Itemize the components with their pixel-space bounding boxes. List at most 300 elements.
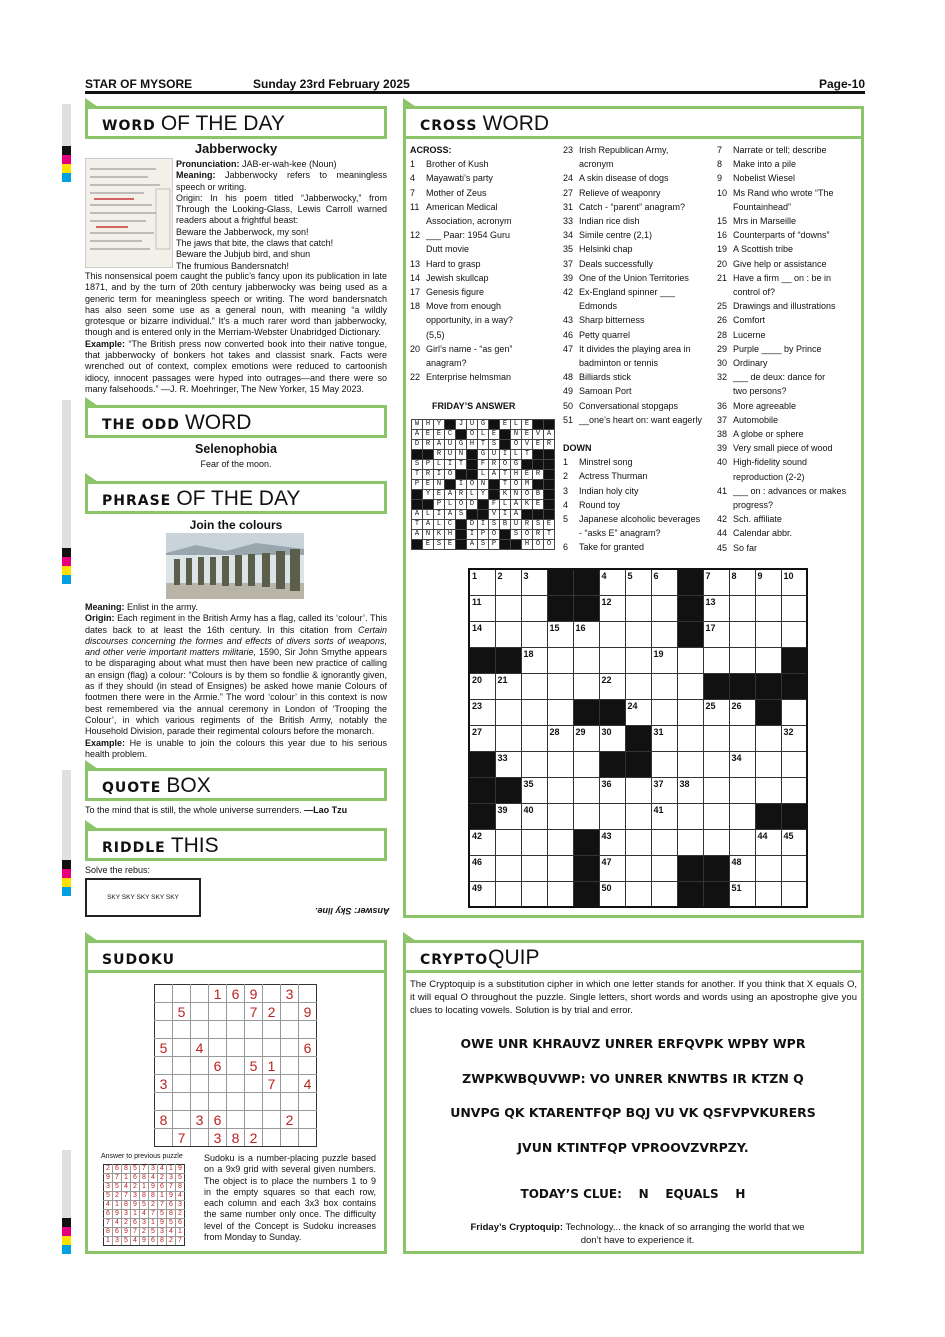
- crossword-cell[interactable]: 4: [599, 569, 625, 595]
- sudoku-cell[interactable]: [173, 1093, 191, 1111]
- answer-cell: [412, 500, 423, 510]
- crossword-cell[interactable]: [495, 777, 521, 803]
- crossword-cell[interactable]: [521, 725, 547, 751]
- sudoku-cell[interactable]: [245, 1093, 263, 1111]
- answer-cell: R: [423, 440, 434, 450]
- sudoku-cell[interactable]: [299, 1129, 317, 1147]
- crossword-cell[interactable]: [573, 751, 599, 777]
- crossword-cell[interactable]: [651, 751, 677, 777]
- crossword-cell[interactable]: 1: [469, 569, 495, 595]
- crossword-cell[interactable]: 6: [651, 569, 677, 595]
- sudoku-cell[interactable]: [281, 1039, 299, 1057]
- crossword-cell[interactable]: 18: [521, 647, 547, 673]
- sudoku-cell[interactable]: 2: [281, 1111, 299, 1129]
- answer-cell: I: [434, 470, 445, 480]
- sudoku-cell[interactable]: [299, 985, 317, 1003]
- crossword-cell[interactable]: [729, 725, 755, 751]
- crossword-cell[interactable]: [547, 881, 573, 907]
- sudoku-cell[interactable]: [299, 1093, 317, 1111]
- answer-cell: [456, 520, 467, 530]
- sudoku-cell[interactable]: [245, 1111, 263, 1129]
- clue: 15 Mrs in Marseille: [717, 216, 797, 227]
- crossword-cell[interactable]: [573, 855, 599, 881]
- crossword-cell[interactable]: 40: [521, 803, 547, 829]
- crossword-cell[interactable]: 30: [599, 725, 625, 751]
- crossword-cell[interactable]: [781, 673, 807, 699]
- crossword-cell[interactable]: [755, 621, 781, 647]
- answer-cell: 1: [113, 1201, 122, 1210]
- crossword-cell[interactable]: [703, 881, 729, 907]
- crossword-cell[interactable]: 33: [495, 751, 521, 777]
- color-registration-strip: [62, 548, 71, 584]
- crossword-cell[interactable]: [677, 855, 703, 881]
- crossword-cell[interactable]: [625, 751, 651, 777]
- crossword-cell[interactable]: 34: [729, 751, 755, 777]
- crossword-cell[interactable]: [625, 673, 651, 699]
- crossword-cell[interactable]: [521, 881, 547, 907]
- crossword-cell[interactable]: 46: [469, 855, 495, 881]
- crossword-cell[interactable]: [495, 881, 521, 907]
- answer-cell: 9: [149, 1183, 158, 1192]
- crossword-cell[interactable]: [573, 777, 599, 803]
- sudoku-cell[interactable]: [281, 1003, 299, 1021]
- crossword-cell[interactable]: [469, 751, 495, 777]
- crossword-cell[interactable]: [703, 725, 729, 751]
- crossword-cell[interactable]: [599, 699, 625, 725]
- crossword-cell[interactable]: [625, 881, 651, 907]
- sudoku-cell[interactable]: [227, 1057, 245, 1075]
- crossword-cell[interactable]: [521, 699, 547, 725]
- answer-cell: 9: [158, 1219, 167, 1228]
- crossword-cell[interactable]: [625, 621, 651, 647]
- crossword-cell[interactable]: [547, 595, 573, 621]
- sudoku-cell[interactable]: 2: [245, 1129, 263, 1147]
- clue: - “asks E” anagram?: [579, 528, 661, 539]
- crossword-cell[interactable]: [651, 595, 677, 621]
- sudoku-cell[interactable]: [281, 1129, 299, 1147]
- sudoku-cell[interactable]: [155, 1003, 173, 1021]
- answer-cell: [500, 540, 511, 550]
- sudoku-cell[interactable]: 4: [299, 1075, 317, 1093]
- sudoku-cell[interactable]: [191, 1021, 209, 1039]
- crossword-cell[interactable]: [469, 777, 495, 803]
- sudoku-cell[interactable]: [191, 985, 209, 1003]
- clue: badminton or tennis: [579, 358, 659, 369]
- crossword-cell[interactable]: 49: [469, 881, 495, 907]
- answer-cell: [544, 500, 555, 510]
- answer-cell: [412, 450, 423, 460]
- sudoku-cell[interactable]: [245, 1021, 263, 1039]
- answer-cell: C: [445, 520, 456, 530]
- sudoku-cell[interactable]: [155, 1021, 173, 1039]
- crossword-cell[interactable]: [677, 881, 703, 907]
- crossword-cell[interactable]: [729, 673, 755, 699]
- crossword-cell[interactable]: 43: [599, 829, 625, 855]
- crossword-cell[interactable]: 2: [495, 569, 521, 595]
- answer-cell: [500, 430, 511, 440]
- sudoku-cell[interactable]: 3: [209, 1129, 227, 1147]
- crossword-cell[interactable]: [573, 829, 599, 855]
- quote-text: To the mind that is still, the whole universe surrenders. —Lao Tzu: [85, 805, 348, 815]
- crossword-cell[interactable]: [703, 751, 729, 777]
- crossword-cell[interactable]: [573, 803, 599, 829]
- crossword-cell[interactable]: [495, 699, 521, 725]
- answer-cell: 5: [122, 1237, 131, 1246]
- crossword-cell[interactable]: 13: [703, 595, 729, 621]
- crossword-cell[interactable]: [677, 673, 703, 699]
- crossword-cell[interactable]: [729, 777, 755, 803]
- sudoku-cell[interactable]: [263, 985, 281, 1003]
- crossword-cell[interactable]: [677, 829, 703, 855]
- sudoku-cell[interactable]: [173, 1039, 191, 1057]
- crossword-cell[interactable]: [547, 699, 573, 725]
- crossword-cell[interactable]: [729, 829, 755, 855]
- sudoku-cell[interactable]: 3: [281, 985, 299, 1003]
- answer-cell: E: [522, 430, 533, 440]
- crossword-cell[interactable]: 29: [573, 725, 599, 751]
- crossword-cell[interactable]: [703, 803, 729, 829]
- answer-cell: E: [544, 520, 555, 530]
- crossword-cell[interactable]: [703, 673, 729, 699]
- sudoku-cell[interactable]: [227, 1021, 245, 1039]
- crossword-cell[interactable]: [703, 777, 729, 803]
- crossword-cell[interactable]: [599, 803, 625, 829]
- crossword-cell[interactable]: 36: [599, 777, 625, 803]
- crossword-cell[interactable]: 44: [755, 829, 781, 855]
- crossword-cell[interactable]: [521, 855, 547, 881]
- sudoku-cell[interactable]: [155, 1093, 173, 1111]
- crossword-cell[interactable]: [651, 881, 677, 907]
- sudoku-cell[interactable]: [263, 1039, 281, 1057]
- crossword-cell[interactable]: [495, 855, 521, 881]
- sudoku-cell[interactable]: 7: [245, 1003, 263, 1021]
- crossword-cell[interactable]: [625, 803, 651, 829]
- answer-cell: 9: [167, 1192, 176, 1201]
- crossword-cell[interactable]: [755, 881, 781, 907]
- crossword-cell[interactable]: 51: [729, 881, 755, 907]
- crossword-cell[interactable]: [547, 777, 573, 803]
- crossword-cell[interactable]: [781, 595, 807, 621]
- crossword-cell[interactable]: [651, 855, 677, 881]
- sudoku-cell[interactable]: [227, 1111, 245, 1129]
- clue: 18 Move from enough: [410, 301, 502, 312]
- answer-cell: 3: [104, 1183, 113, 1192]
- crossword-cell[interactable]: [755, 647, 781, 673]
- crossword-cell[interactable]: [547, 569, 573, 595]
- crossword-cell[interactable]: [781, 881, 807, 907]
- sudoku-cell[interactable]: 9: [299, 1003, 317, 1021]
- crossword-cell[interactable]: [625, 855, 651, 881]
- crossword-cell[interactable]: 20: [469, 673, 495, 699]
- crossword-cell[interactable]: [625, 829, 651, 855]
- crossword-cell[interactable]: 31: [651, 725, 677, 751]
- answer-cell: U: [467, 420, 478, 430]
- crossword-cell[interactable]: [729, 621, 755, 647]
- crossword-cell[interactable]: 27: [469, 725, 495, 751]
- sudoku-cell[interactable]: [281, 1075, 299, 1093]
- answer-cell: L: [434, 520, 445, 530]
- sudoku-cell[interactable]: 6: [299, 1039, 317, 1057]
- answer-cell: O: [544, 540, 555, 550]
- crossword-cell[interactable]: [547, 855, 573, 881]
- sudoku-cell[interactable]: 2: [263, 1003, 281, 1021]
- crossword-cell[interactable]: [781, 621, 807, 647]
- answer-cell: 3: [167, 1174, 176, 1183]
- sudoku-cell[interactable]: [173, 1057, 191, 1075]
- crossword-cell[interactable]: [521, 673, 547, 699]
- crossword-cell[interactable]: 28: [547, 725, 573, 751]
- answer-cell: A: [445, 510, 456, 520]
- crossword-grid[interactable]: [468, 568, 808, 908]
- sudoku-cell[interactable]: [173, 985, 191, 1003]
- crossword-cell[interactable]: 5: [625, 569, 651, 595]
- crossword-cell[interactable]: [755, 595, 781, 621]
- sudoku-cell[interactable]: 7: [263, 1075, 281, 1093]
- answer-cell: R: [522, 520, 533, 530]
- crossword-cell[interactable]: [495, 595, 521, 621]
- crossword-cell[interactable]: [677, 569, 703, 595]
- crossword-cell[interactable]: [573, 699, 599, 725]
- crossword-cell[interactable]: [625, 777, 651, 803]
- sudoku-cell[interactable]: [281, 1021, 299, 1039]
- crossword-cell[interactable]: [729, 595, 755, 621]
- crossword-cell[interactable]: [755, 699, 781, 725]
- sudoku-cell[interactable]: [173, 1075, 191, 1093]
- clue: 32 ___ de deux: dance for: [717, 372, 826, 383]
- sudoku-cell[interactable]: [209, 1003, 227, 1021]
- crossword-cell[interactable]: [599, 647, 625, 673]
- sudoku-cell[interactable]: 7: [173, 1129, 191, 1147]
- crossword-cell[interactable]: [495, 725, 521, 751]
- crossword-cell[interactable]: 45: [781, 829, 807, 855]
- crossword-cell[interactable]: 32: [781, 725, 807, 751]
- crossword-cell[interactable]: 41: [651, 803, 677, 829]
- crossword-cell[interactable]: [547, 829, 573, 855]
- sudoku-cell[interactable]: [263, 1021, 281, 1039]
- answer-cell: 6: [113, 1228, 122, 1237]
- answer-cell: 5: [167, 1219, 176, 1228]
- sudoku-cell[interactable]: [227, 1039, 245, 1057]
- crossword-cell[interactable]: 12: [599, 595, 625, 621]
- sudoku-cell[interactable]: [281, 1093, 299, 1111]
- sudoku-cell[interactable]: [209, 1039, 227, 1057]
- crossword-cell[interactable]: [573, 595, 599, 621]
- crossword-cell[interactable]: 47: [599, 855, 625, 881]
- crossword-cell[interactable]: [677, 803, 703, 829]
- sudoku-cell[interactable]: [191, 1003, 209, 1021]
- crossword-cell[interactable]: [651, 829, 677, 855]
- sudoku-cell[interactable]: 4: [191, 1039, 209, 1057]
- crossword-cell[interactable]: [781, 855, 807, 881]
- crossword-cell[interactable]: [469, 803, 495, 829]
- sudoku-cell[interactable]: 6: [227, 985, 245, 1003]
- crossword-cell[interactable]: [495, 621, 521, 647]
- crossword-cell[interactable]: [677, 621, 703, 647]
- crossword-cell[interactable]: [755, 751, 781, 777]
- clue: 47 It divides the playing area in: [563, 343, 691, 354]
- crossword-cell[interactable]: [651, 673, 677, 699]
- crossword-cell[interactable]: [677, 725, 703, 751]
- sudoku-cell[interactable]: 1: [263, 1057, 281, 1075]
- sudoku-cell[interactable]: 5: [245, 1057, 263, 1075]
- crossword-cell[interactable]: 15: [547, 621, 573, 647]
- answer-cell: 2: [122, 1219, 131, 1228]
- sudoku-cell[interactable]: [191, 1093, 209, 1111]
- crossword-cell[interactable]: 26: [729, 699, 755, 725]
- crossword-cell[interactable]: 14: [469, 621, 495, 647]
- sudoku-cell[interactable]: [245, 1075, 263, 1093]
- crossword-cell[interactable]: [625, 595, 651, 621]
- crossword-cell[interactable]: [521, 751, 547, 777]
- sudoku-cell[interactable]: 6: [209, 1111, 227, 1129]
- answer-cell: S: [412, 460, 423, 470]
- sudoku-cell[interactable]: 5: [173, 1003, 191, 1021]
- crossword-cell[interactable]: [573, 881, 599, 907]
- crossword-cell[interactable]: [755, 725, 781, 751]
- sudoku-cell[interactable]: [299, 1111, 317, 1129]
- phrase-body: Meaning: Enlist in the army. Origin: Each regiment in the British Army has a flag, called its ‘colour’. This dates back to at least the 16th century. In this citation from Certain discourses concerning the formes and effects of divers sorts of weapons, and other verie important matters militarie, 1590, Sir John Smythe appears to be disparaging about what must then have been new practice of calling an ensign (flag) a colour: “Colours is by them so fondlie & ignorantly given, as if they should (in stead of Ensignes) be asked howe manie Colours of footmen there were in the Armie.” The word ‘colour’ in this context is now best remembered via the annual ceremony in London of ‘Trooping the Colour’, in which various regiments of the British Army, notably the Household Division, parade their regimental colours before the monarch. Example: He is unable to join the colours this year due to his serious health problem.: [85, 602, 387, 759]
- sudoku-cell[interactable]: [173, 1021, 191, 1039]
- sudoku-cell[interactable]: 3: [191, 1111, 209, 1129]
- sudoku-cell[interactable]: [299, 1057, 317, 1075]
- answer-cell: [522, 460, 533, 470]
- crossword-cell[interactable]: 48: [729, 855, 755, 881]
- clue: 13 Hard to grasp: [410, 258, 481, 269]
- sudoku-cell[interactable]: [155, 985, 173, 1003]
- crossword-cell[interactable]: [469, 647, 495, 673]
- crossword-cell[interactable]: [599, 621, 625, 647]
- sudoku-cell[interactable]: [155, 1057, 173, 1075]
- crossword-cell[interactable]: [677, 595, 703, 621]
- crossword-cell[interactable]: [755, 803, 781, 829]
- sudoku-cell[interactable]: 8: [155, 1111, 173, 1129]
- sudoku-cell[interactable]: [209, 1021, 227, 1039]
- sudoku-cell[interactable]: [209, 1093, 227, 1111]
- crossword-cell[interactable]: [521, 595, 547, 621]
- sudoku-cell[interactable]: 8: [227, 1129, 245, 1147]
- answer-cell: Y: [478, 490, 489, 500]
- crossword-cell[interactable]: 9: [755, 569, 781, 595]
- sudoku-cell[interactable]: 3: [155, 1075, 173, 1093]
- crossword-cell[interactable]: 19: [651, 647, 677, 673]
- crossword-cell[interactable]: 16: [573, 621, 599, 647]
- sudoku-cell[interactable]: [173, 1111, 191, 1129]
- crossword-cell[interactable]: [651, 699, 677, 725]
- crossword-cell[interactable]: [547, 751, 573, 777]
- crossword-cell[interactable]: 35: [521, 777, 547, 803]
- clue: 31 Catch - “parent” anagram?: [563, 201, 686, 212]
- sudoku-cell[interactable]: [263, 1129, 281, 1147]
- crossword-cell[interactable]: 21: [495, 673, 521, 699]
- crossword-cell[interactable]: [781, 777, 807, 803]
- crossword-cell[interactable]: [781, 803, 807, 829]
- crossword-cell[interactable]: [703, 829, 729, 855]
- crossword-cell[interactable]: [755, 673, 781, 699]
- crossword-cell[interactable]: [495, 647, 521, 673]
- sudoku-cell[interactable]: [155, 1129, 173, 1147]
- clue: 28 Lucerne: [717, 329, 766, 340]
- sudoku-cell[interactable]: 9: [245, 985, 263, 1003]
- crossword-cell[interactable]: [521, 829, 547, 855]
- crossword-cell[interactable]: 22: [599, 673, 625, 699]
- crossword-cell[interactable]: [755, 855, 781, 881]
- crossword-cell[interactable]: [729, 647, 755, 673]
- sudoku-cell[interactable]: 1: [209, 985, 227, 1003]
- sudoku-cell[interactable]: [191, 1129, 209, 1147]
- crossword-cell[interactable]: 50: [599, 881, 625, 907]
- crossword-cell[interactable]: 24: [625, 699, 651, 725]
- crossword-cell[interactable]: [625, 647, 651, 673]
- answer-cell: N: [478, 480, 489, 490]
- crossword-cell[interactable]: [781, 751, 807, 777]
- crossword-cell[interactable]: [677, 647, 703, 673]
- crossword-cell[interactable]: 37: [651, 777, 677, 803]
- crossword-cell[interactable]: 10: [781, 569, 807, 595]
- crossword-cell[interactable]: 38: [677, 777, 703, 803]
- crossword-cell[interactable]: [677, 751, 703, 777]
- crossword-cell[interactable]: 3: [521, 569, 547, 595]
- sudoku-cell[interactable]: [227, 1093, 245, 1111]
- crossword-cell[interactable]: [547, 673, 573, 699]
- sudoku-cell[interactable]: [245, 1039, 263, 1057]
- crossword-cell[interactable]: [573, 673, 599, 699]
- sudoku-cell[interactable]: [281, 1057, 299, 1075]
- crossword-cell[interactable]: 42: [469, 829, 495, 855]
- sudoku-cell[interactable]: [263, 1093, 281, 1111]
- crossword-cell[interactable]: 8: [729, 569, 755, 595]
- clue: 27 Relieve of weaponry: [563, 187, 661, 198]
- answer-cell: 5: [176, 1174, 185, 1183]
- crossword-cell[interactable]: [755, 777, 781, 803]
- crossword-cell[interactable]: [547, 647, 573, 673]
- crossword-cell[interactable]: [599, 751, 625, 777]
- crossword-cell[interactable]: 17: [703, 621, 729, 647]
- crossword-cell[interactable]: 7: [703, 569, 729, 595]
- crossword-cell[interactable]: 23: [469, 699, 495, 725]
- crossword-cell[interactable]: [781, 647, 807, 673]
- crossword-cell[interactable]: 25: [703, 699, 729, 725]
- page-number: Page-10: [818, 77, 865, 91]
- sudoku-cell[interactable]: 5: [155, 1039, 173, 1057]
- sudoku-cell[interactable]: 6: [209, 1057, 227, 1075]
- answer-cell: 3: [131, 1192, 140, 1201]
- sudoku-cell[interactable]: [227, 1075, 245, 1093]
- answer-cell: D: [467, 500, 478, 510]
- answer-cell: 5: [149, 1228, 158, 1237]
- clue: 17 Genesis figure: [410, 287, 485, 298]
- crossword-cell[interactable]: [547, 803, 573, 829]
- sudoku-cell[interactable]: [263, 1111, 281, 1129]
- crossword-cell[interactable]: [729, 803, 755, 829]
- sudoku-cell[interactable]: [209, 1075, 227, 1093]
- sudoku-cell[interactable]: [227, 1003, 245, 1021]
- crossword-cell[interactable]: [573, 647, 599, 673]
- crossword-cell[interactable]: [703, 855, 729, 881]
- crossword-cell[interactable]: [625, 725, 651, 751]
- crossword-cell[interactable]: [651, 621, 677, 647]
- sudoku-cell[interactable]: [191, 1057, 209, 1075]
- sudoku-cell[interactable]: [191, 1075, 209, 1093]
- crossword-cell[interactable]: 39: [495, 803, 521, 829]
- crossword-cell[interactable]: [703, 647, 729, 673]
- crossword-cell[interactable]: [521, 621, 547, 647]
- crossword-cell[interactable]: [495, 829, 521, 855]
- sudoku-cell[interactable]: [299, 1021, 317, 1039]
- crossword-cell[interactable]: [573, 569, 599, 595]
- sudoku-grid[interactable]: [154, 984, 317, 1147]
- crossword-cell[interactable]: 11: [469, 595, 495, 621]
- crossword-cell[interactable]: [677, 699, 703, 725]
